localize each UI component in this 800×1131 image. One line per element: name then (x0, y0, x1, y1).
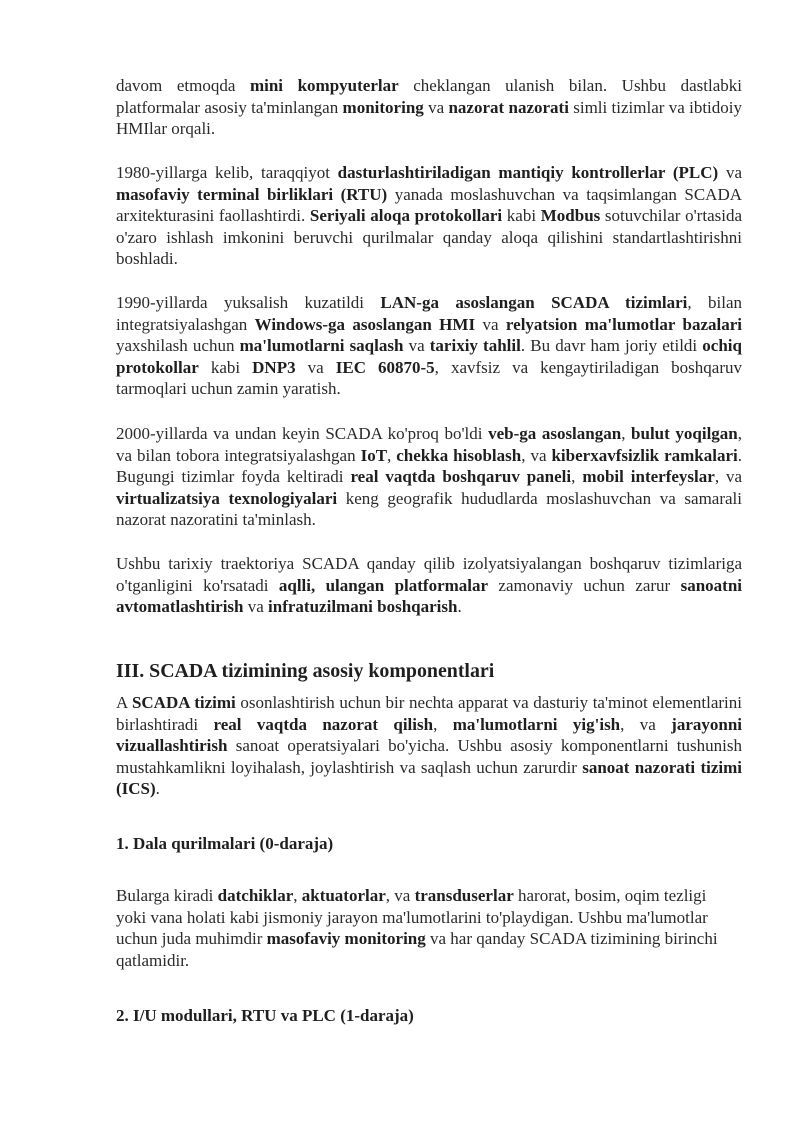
bold-term: Modbus (540, 206, 601, 226)
text-run: va (423, 97, 449, 117)
paragraph-early-platforms (116, 75, 742, 140)
bold-term: masofaviy monitoring (266, 929, 426, 949)
text-run: 1990-yillarda yuksalish kuzatildi (116, 293, 381, 312)
text-run: davom etmoqda (116, 76, 250, 95)
text-run: , va (714, 467, 743, 487)
text-run: , (387, 445, 397, 465)
bold-term: transduserlar (414, 886, 514, 905)
bold-term: aktuatorlar (301, 886, 386, 905)
paragraph-1990s-lan-scada (116, 292, 742, 400)
text-run: . (457, 597, 462, 617)
text-run: va har qanday SCADA tizimining birinchi qatlamidir. (116, 929, 718, 970)
text-run: . (155, 779, 160, 799)
text-run: Ushbu tarixiy traektoriya SCADA qanday qilib izolyatsiyalangan boshqaruv tizimlariga o'tganligini ko'rsatadi (116, 554, 742, 595)
text-run: va (475, 314, 506, 334)
text-run: , va (385, 886, 415, 905)
bold-term: ma'lumotlarni saqlash (239, 336, 404, 356)
text-run: . Bugungi tizimlar foyda keltiradi (116, 445, 743, 487)
bold-term: mini kompyuterlar (249, 76, 399, 95)
text-run: , (571, 467, 583, 487)
bold-term: tarixiy tahlil (429, 336, 521, 356)
bold-term: mobil interfeyslar (582, 467, 715, 487)
text-run: , (293, 886, 302, 905)
bold-term: real vaqtda nazorat qilish (213, 714, 434, 734)
text-run: osonlashtirish uchun bir nechta apparat va dasturiy ta'minot elementlarini birlashtiradi (116, 693, 742, 734)
text-run: A (116, 693, 132, 712)
text-run: , va (521, 445, 552, 465)
bold-term: datchiklar (217, 886, 294, 905)
bold-term: veb-ga asoslangan (488, 424, 622, 443)
bold-term: chekka hisoblash (396, 445, 522, 465)
bold-term: sanoatni avtomatlashtirish (116, 575, 743, 617)
text-run: keng geografik hududlarda moslashuvchan va samarali nazorat nazoratini ta'minlash. (116, 488, 742, 530)
paragraph-historical-trajectory (116, 553, 742, 618)
bold-term: dasturlashtiriladigan mantiqiy kontrollerlar (PLC) (337, 163, 719, 182)
text-run: va (718, 163, 743, 182)
text-run: cheklangan ulanish bilan. Ushbu dastlabki platformalar asosiy ta'minlangan (116, 76, 743, 117)
bold-term: SCADA tizimi (131, 693, 236, 712)
text-run: , va bilan tobora integratsiyalashgan (116, 424, 742, 465)
subheading-io-rtu-plc: 2. I/U modullari, RTU va PLC (1-daraja) (116, 1006, 414, 1025)
text-run: harorat, bosim, oqim tezligi yoki vana holati kabi jismoniy jarayon ma'lumotlarini to'playdigan. Ushbu ma'lumotlar uchun juda muhimdir (116, 886, 708, 949)
bold-term: DNP3 (252, 357, 296, 377)
text-run: , (433, 714, 453, 734)
text-run: , bilan integratsiyalashgan (116, 293, 742, 334)
text-run: simli tizimlar va ibtidoiy HMIlar orqali. (116, 97, 742, 139)
text-run: Bularga kiradi (116, 886, 218, 905)
bold-term: IoT (360, 445, 388, 465)
bold-term: nazorat nazorati (448, 97, 569, 117)
bold-term: sanoat nazorati tizimi (ICS) (116, 757, 742, 799)
bold-term: infratuzilmani boshqarish (268, 597, 458, 617)
text-run: zamonaviy uchun zarur (488, 575, 681, 595)
text-run: kabi (502, 206, 541, 226)
text-run: , va (620, 714, 672, 734)
bold-term: jarayonni vizuallashtirish (116, 714, 743, 756)
bold-term: Seriyali aloqa protokollari (309, 206, 503, 226)
bold-term: bulut yoqilgan (631, 424, 738, 443)
bold-term: Windows-ga asoslangan HMI (254, 314, 476, 334)
text-run: sanoat operatsiyalari bo'yicha. Ushbu asosiy komponentlarni tushunish mustahkamlikni loyihalash, joylashtirish va saqlash uchun zarurdir (116, 736, 742, 777)
paragraph-field-devices (116, 885, 736, 971)
text-run: 2000-yillarda va undan keyin SCADA ko'proq bo'ldi (116, 424, 489, 443)
paragraph-components-intro (116, 692, 742, 800)
paragraph-1980s-plc-rtu (116, 162, 742, 270)
text-run: yaxshilash uchun (116, 336, 240, 356)
text-run: . Bu davr ham joriy etildi (520, 336, 703, 356)
bold-term: real vaqtda boshqaruv paneli (350, 467, 572, 487)
text-run: va (295, 357, 336, 377)
text-run: va (403, 336, 430, 356)
bold-term: ma'lumotlarni yig'ish (452, 714, 621, 734)
bold-term: masofaviy terminal birliklari (RTU) (116, 184, 388, 204)
text-run: yanada moslashuvchan va taqsimlangan SCADA arxitekturasini faollashtirdi. (116, 184, 742, 226)
bold-term: kiberxavfsizlik ramkalari (551, 445, 738, 465)
text-run: va (243, 597, 269, 617)
bold-term: ochiq protokollar (116, 336, 742, 377)
bold-term: LAN-ga asoslangan SCADA tizimlari (380, 293, 688, 312)
bold-term: virtualizatsiya texnologiyalari (116, 488, 338, 508)
text-run: 1980-yillarga kelib, taraqqiyot (116, 163, 338, 182)
text-run: kabi (198, 357, 253, 377)
subheading-field-devices: 1. Dala qurilmalari (0-daraja) (116, 834, 334, 853)
bold-term: monitoring (342, 97, 424, 117)
bold-term: aqlli, ulangan platformalar (278, 575, 489, 595)
paragraph-2000s-web-cloud (116, 423, 742, 531)
bold-term: relyatsion ma'lumotlar bazalari (505, 314, 742, 334)
section-heading-main-components: III. SCADA tizimining asosiy komponentlari (116, 660, 495, 682)
text-run: , xavfsiz va kengaytiriladigan boshqaruv tarmoqlari uchun zamin yaratish. (116, 357, 742, 399)
text-run: sotuvchilar o'rtasida o'zaro ishlash imkonini beruvchi qurilmalar qanday aloqa qilishini standartlashtirishni boshladi. (116, 206, 742, 269)
bold-term: IEC 60870-5 (335, 357, 435, 377)
text-run: , (621, 424, 632, 443)
